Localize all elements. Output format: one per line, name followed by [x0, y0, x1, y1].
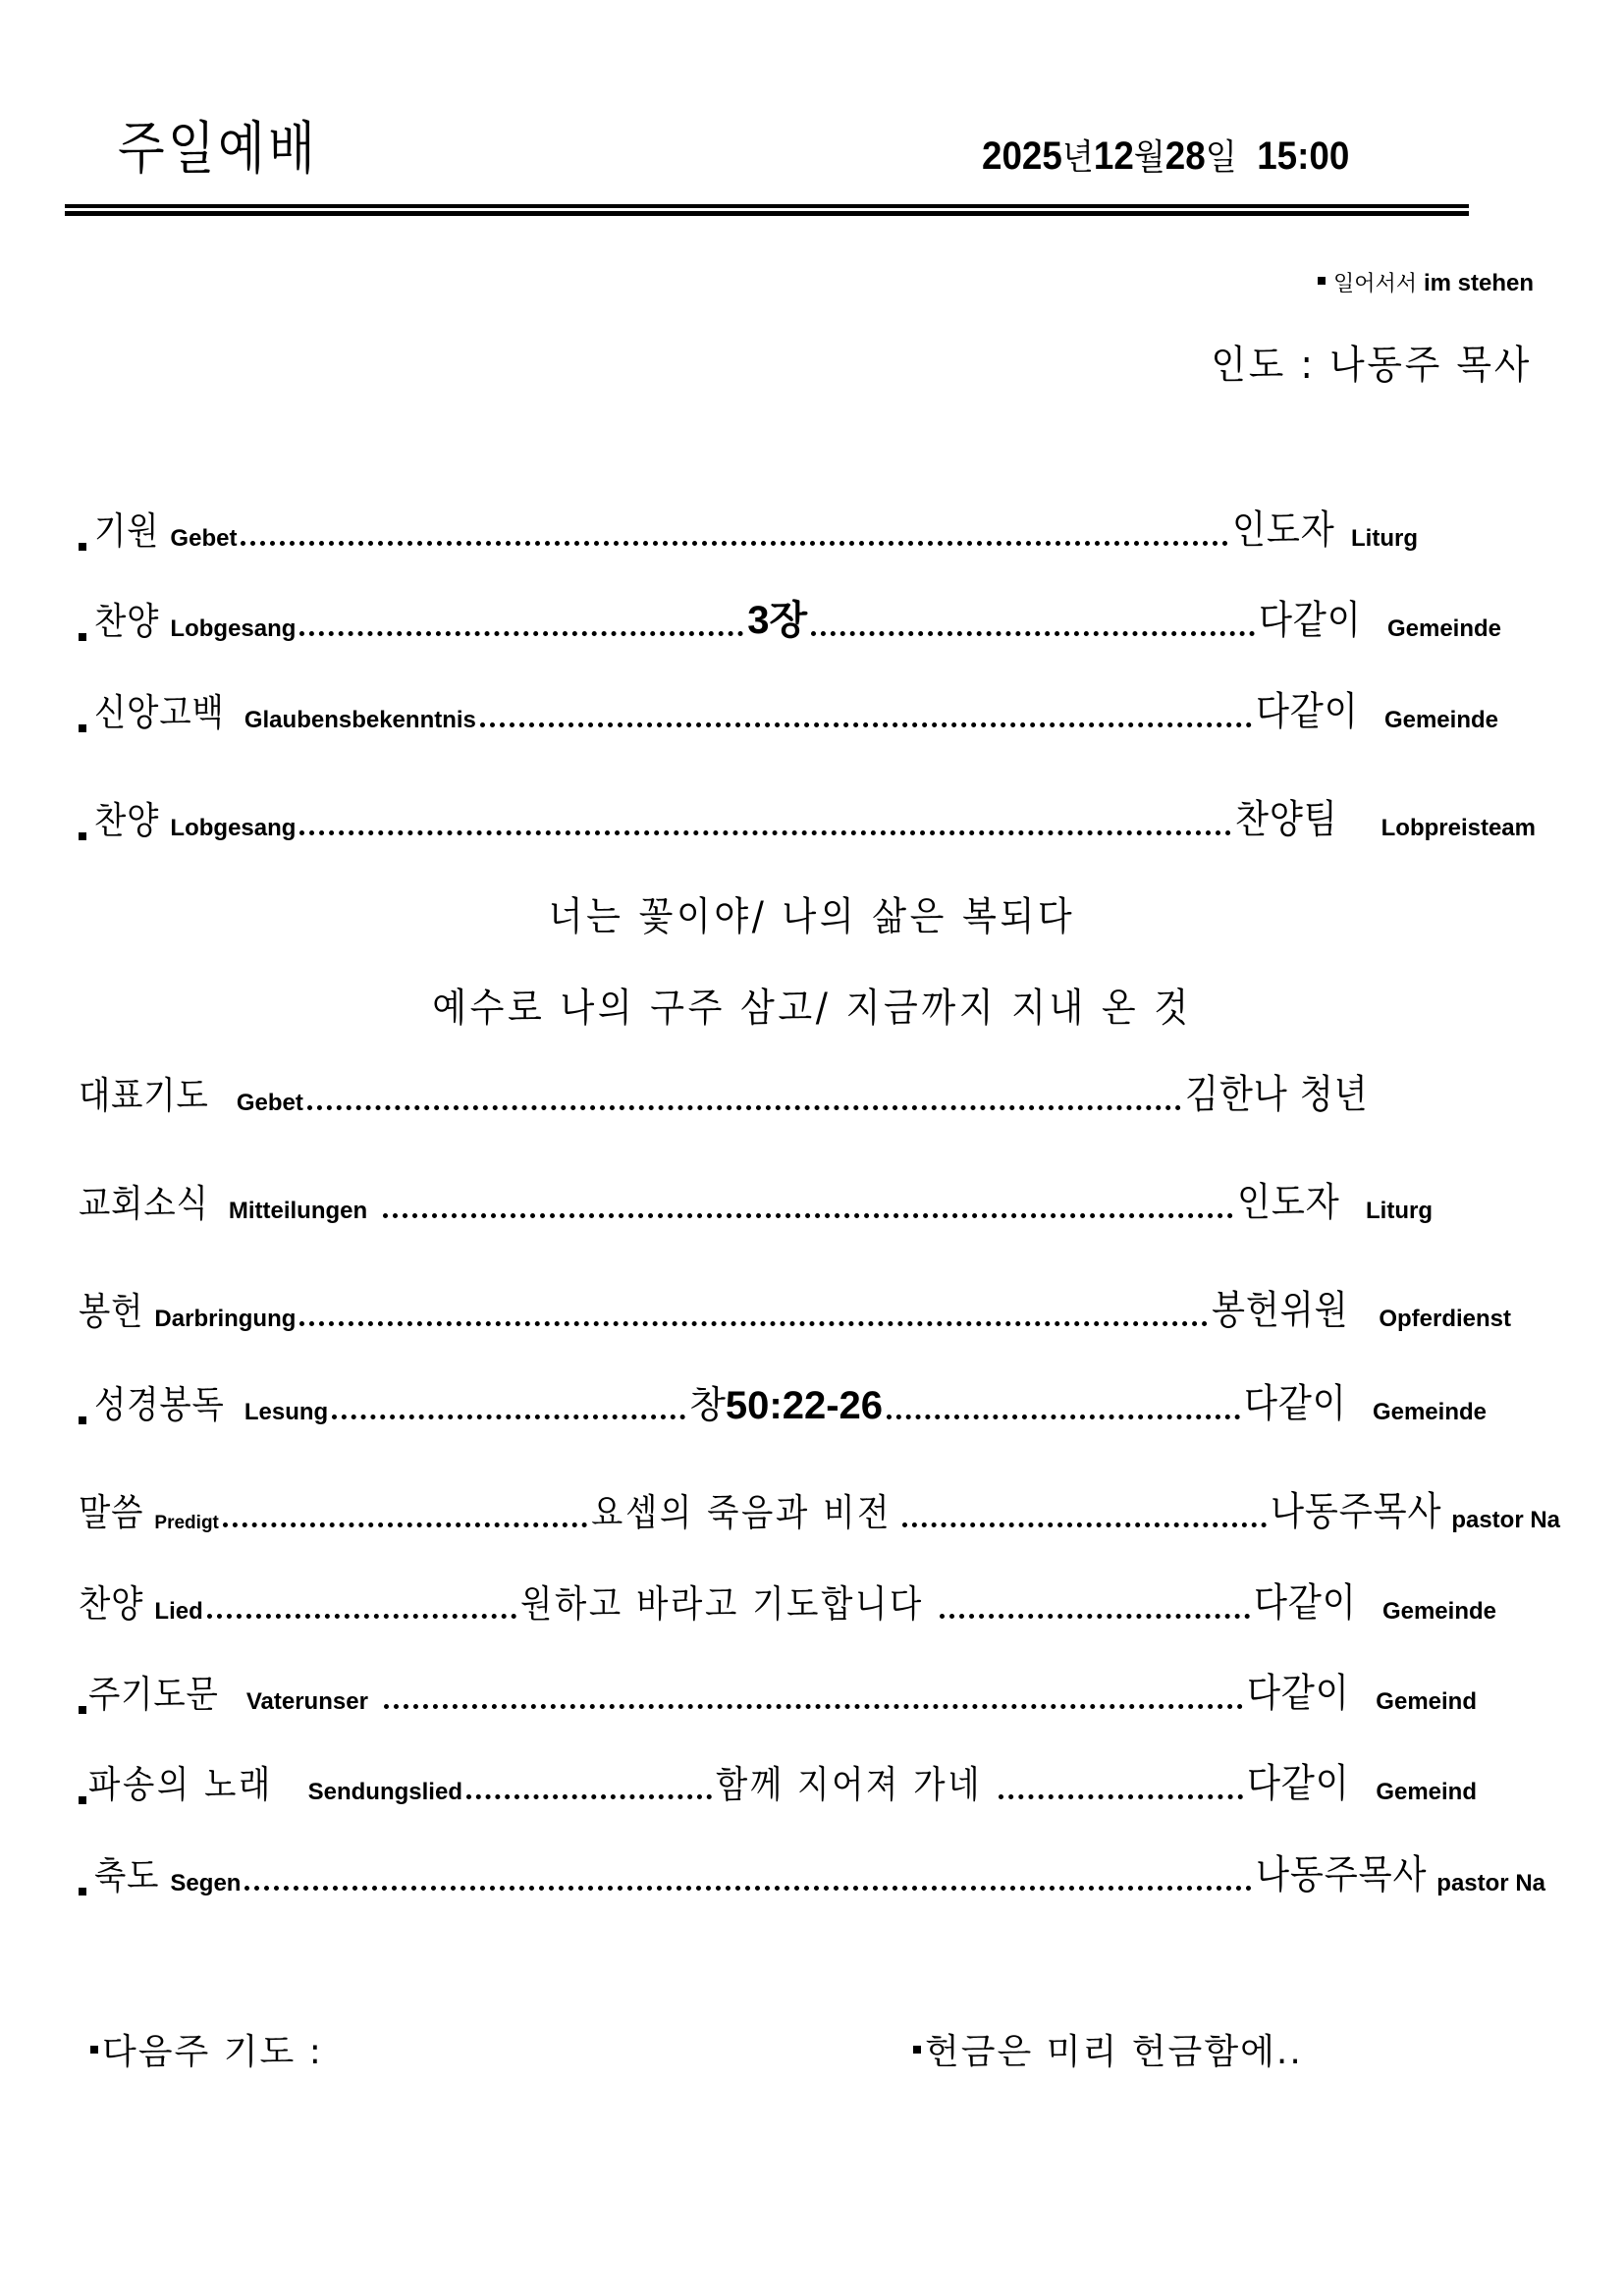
person-korean: 다같이 — [1259, 598, 1362, 643]
bullet-icon — [79, 724, 86, 732]
page-title: 주일예배 — [118, 115, 319, 182]
item-person — [1244, 1372, 1487, 1428]
item-person — [1212, 1279, 1511, 1335]
dot-leader — [940, 1614, 1250, 1619]
item-german: Vaterunser — [245, 1688, 368, 1715]
bullet-icon — [913, 2046, 921, 2054]
dot-leader — [332, 1415, 685, 1419]
dot-leader — [244, 1886, 1252, 1891]
bullet-icon — [79, 1796, 86, 1804]
item-person — [1185, 1063, 1393, 1119]
dot-leader — [383, 1213, 1233, 1218]
song-lyric-line-1: 너는 꽃이야/ 나의 삶은 복되다 — [548, 894, 1076, 939]
person-role: Gemeinde — [1381, 1598, 1496, 1625]
item-person — [1235, 788, 1536, 844]
item-german: Lesung — [244, 1399, 329, 1425]
date-day: 28 — [1164, 134, 1206, 178]
person-role: pastor Na — [1436, 1870, 1545, 1896]
item-german: Lobgesang — [170, 815, 297, 841]
person-role: Gemeinde — [1386, 615, 1502, 642]
item-german: Glaubensbekenntnis — [244, 707, 476, 733]
person-korean: 나동주목사 — [1271, 1489, 1442, 1534]
item-korean: 축도 — [94, 1854, 160, 1897]
sending-song-title: 함께 지어져 가네 — [715, 1763, 982, 1806]
bullet-icon — [79, 832, 86, 840]
item-korean: 대표기도 — [79, 1074, 209, 1117]
next-week-prayer — [90, 2024, 323, 2074]
item-german: Gebet — [236, 1090, 303, 1116]
order-row-hymn — [79, 586, 1565, 645]
sermon-title: 요셉의 죽음과 비전 — [590, 1491, 892, 1534]
service-time: 15:00 — [1257, 134, 1350, 178]
header-divider-top — [65, 204, 1469, 208]
order-row-scripture-reading — [79, 1369, 1565, 1428]
bullet-icon — [79, 1888, 86, 1896]
header-divider-bottom — [65, 211, 1469, 216]
person-korean: 인도자 — [1237, 1180, 1340, 1225]
bullet-icon — [1318, 277, 1326, 285]
scripture-reference: 50:22-26 — [725, 1384, 884, 1427]
person-korean: 인도자 — [1232, 507, 1335, 553]
item-german: Mitteilungen — [228, 1198, 368, 1224]
service-leader: 인도 : 나동주 목사 — [1211, 343, 1532, 388]
person-role: Gemeind — [1376, 1688, 1477, 1715]
dot-leader — [299, 1321, 1207, 1326]
person-korean: 찬양팀 — [1234, 797, 1338, 842]
order-row-lords-prayer — [79, 1659, 1565, 1718]
person-role: Gemeind — [1376, 1779, 1478, 1805]
standing-korean: 일어서서 — [1332, 272, 1417, 296]
item-german: Segen — [170, 1870, 242, 1896]
item-person — [1247, 1752, 1477, 1808]
item-person — [1254, 1572, 1496, 1628]
dot-leader — [902, 1522, 1267, 1527]
order-row-announcements — [79, 1168, 1565, 1227]
item-korean: 찬양 — [79, 1582, 144, 1626]
item-german: Lobgesang — [170, 615, 297, 642]
person-korean: 나동주목사 — [1256, 1852, 1428, 1897]
item-korean: 기원 — [94, 509, 160, 553]
person-korean: 봉헌위원 — [1211, 1288, 1349, 1333]
song-lyric-line-2: 예수로 나의 구주 삼고/ 지금까지 지내 온 것 — [432, 986, 1192, 1031]
person-role: Lobpreisteam — [1380, 815, 1536, 841]
item-korean: 찬양 — [94, 600, 160, 643]
person-korean: 다같이 — [1247, 1671, 1351, 1716]
item-korean: 봉헌 — [79, 1290, 144, 1333]
dot-leader — [887, 1415, 1240, 1419]
person-role: Gemeinde — [1383, 707, 1498, 733]
order-row-benediction — [79, 1841, 1565, 1899]
hymn-number: 3장 — [747, 599, 808, 642]
dot-leader — [299, 830, 1230, 835]
item-german: Lied — [154, 1598, 203, 1625]
item-korean: 말씀 — [79, 1491, 144, 1534]
song-title: 원하고 바라고 기도합니다 — [520, 1582, 925, 1626]
order-row-sermon — [79, 1477, 1565, 1536]
person-korean: 다같이 — [1244, 1381, 1347, 1426]
bullet-icon — [90, 2046, 98, 2054]
item-person — [1259, 589, 1501, 645]
date-year: 2025 — [982, 134, 1062, 178]
item-korean: 찬양 — [94, 799, 160, 842]
dot-leader — [241, 541, 1228, 546]
next-week-prayer-label: 다음주 기도 : — [102, 2032, 323, 2072]
item-korean: 신앙고백 — [94, 691, 225, 734]
person-korean: 김한나 청년 — [1185, 1072, 1369, 1117]
order-row-representative-prayer — [79, 1060, 1565, 1119]
item-person — [1256, 680, 1498, 736]
item-german: Darbringung — [154, 1306, 297, 1332]
order-row-song — [79, 1569, 1565, 1628]
scripture-book: 창 — [689, 1383, 726, 1426]
standing-note — [1318, 267, 1534, 297]
bullet-icon — [79, 633, 86, 641]
service-date — [982, 130, 1349, 180]
person-korean: 다같이 — [1247, 1761, 1351, 1806]
dot-leader — [207, 1614, 517, 1619]
item-person — [1247, 1662, 1477, 1718]
person-role: Opferdienst — [1379, 1306, 1511, 1332]
bullet-icon — [79, 1416, 86, 1424]
item-person — [1256, 1843, 1545, 1899]
date-month-unit: 월 — [1133, 137, 1165, 178]
date-month: 12 — [1093, 134, 1134, 178]
order-row-invocation — [79, 496, 1565, 555]
item-german: Gebet — [170, 525, 238, 552]
item-person — [1237, 1171, 1433, 1227]
person-role: pastor Na — [1451, 1507, 1561, 1533]
dot-leader — [299, 631, 743, 636]
dot-leader — [999, 1794, 1244, 1799]
dot-leader — [223, 1522, 587, 1527]
item-german: Sendungslied — [307, 1779, 462, 1805]
dot-leader — [480, 722, 1252, 727]
item-korean: 교회소식 — [79, 1182, 209, 1225]
offering-note-text: 헌금은 미리 헌금함에.. — [925, 2032, 1303, 2072]
item-person — [1271, 1480, 1560, 1536]
person-role: Liturg — [1351, 525, 1418, 552]
date-day-unit: 일 — [1205, 137, 1237, 178]
offering-note — [913, 2024, 1303, 2074]
order-row-offering — [79, 1276, 1565, 1335]
person-korean: 다같이 — [1256, 689, 1359, 734]
standing-german: im stehen — [1423, 270, 1534, 296]
item-german: Predigt — [154, 1513, 219, 1533]
date-year-unit: 년 — [1061, 137, 1094, 178]
dot-leader — [307, 1105, 1181, 1110]
item-korean: 성경봉독 — [94, 1383, 225, 1426]
item-korean: 주기도문 — [88, 1673, 219, 1716]
order-row-praise — [79, 785, 1565, 844]
person-korean: 다같이 — [1254, 1580, 1357, 1626]
bullet-icon — [79, 1706, 86, 1714]
order-row-creed — [79, 677, 1565, 736]
item-korean: 파송의 노래 — [88, 1763, 273, 1806]
dot-leader — [466, 1794, 712, 1799]
person-role: Liturg — [1366, 1198, 1433, 1224]
person-role: Gemeinde — [1372, 1399, 1487, 1425]
order-row-sending-song — [79, 1749, 1565, 1808]
dot-leader — [811, 631, 1255, 636]
dot-leader — [384, 1704, 1243, 1709]
bullet-icon — [79, 543, 86, 551]
item-person — [1232, 499, 1418, 555]
